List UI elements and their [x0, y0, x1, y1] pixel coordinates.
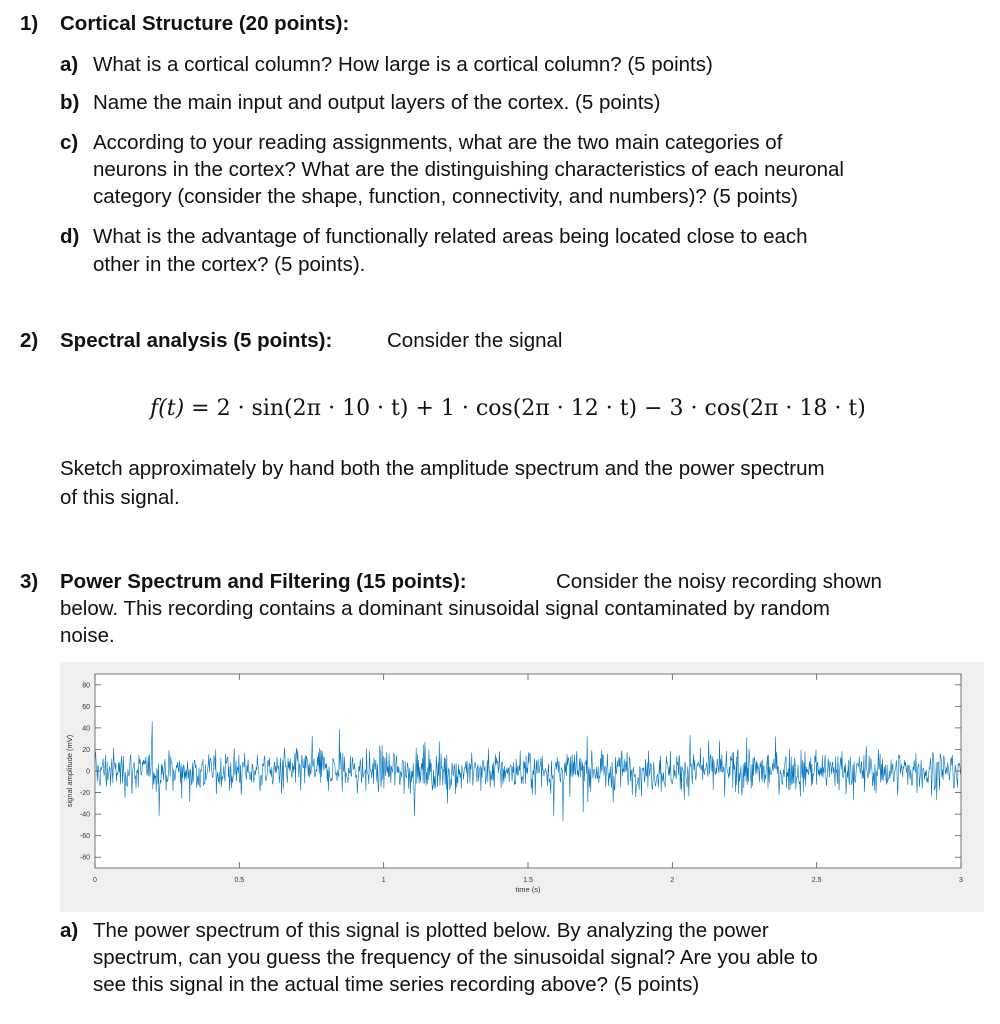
q3-intro-first: Consider the noisy recording shown — [556, 570, 882, 593]
y-tick-label: 40 — [82, 725, 90, 733]
q2-formula — [150, 396, 866, 421]
y-tick-label: 0 — [86, 768, 90, 776]
q3-title: Power Spectrum and Filtering (15 points): — [60, 570, 467, 593]
signal-plot-panel — [60, 662, 984, 912]
q3-intro-line3: noise. — [60, 624, 115, 647]
q1-number: 1) — [20, 12, 39, 35]
q2-body-line1: Sketch approximately by hand both the amplitude spectrum and the power spectrum — [60, 457, 825, 480]
q3a-line1: The power spectrum of this signal is plotted below. By analyzing the power — [93, 919, 769, 942]
q3a-line2: spectrum, can you guess the frequency of the sinusoidal signal? Are you able to — [93, 946, 818, 969]
q1a-label: a) — [60, 53, 79, 76]
q3-intro-line2: below. This recording contains a dominant sinusoidal signal contaminated by random — [60, 597, 830, 620]
q2-intro: Consider the signal — [387, 329, 563, 352]
q1c-line2: neurons in the cortex? What are the distinguishing characteristics of each neuronal — [93, 158, 844, 181]
x-axis-label: time (s) — [515, 885, 541, 894]
x-tick-label: 1 — [381, 877, 386, 884]
formula-lhs: f(t) — [150, 396, 185, 421]
x-tick-label: 3 — [959, 877, 963, 884]
x-tick-label: 0.5 — [234, 877, 245, 884]
q3a-label: a) — [60, 919, 79, 942]
y-tick-label: -40 — [79, 811, 90, 819]
q1c-line3: category (consider the shape, function, connectivity, and numbers)? (5 points) — [93, 185, 798, 208]
q2-title: Spectral analysis (5 points): — [60, 329, 333, 352]
y-tick-label: 20 — [82, 746, 90, 754]
q3-number: 3) — [20, 570, 39, 593]
q1d-line1: What is the advantage of functionally related areas being located close to each — [93, 225, 808, 248]
y-tick-label: -60 — [79, 833, 90, 841]
y-tick-label: 80 — [82, 682, 90, 690]
formula-rhs: = 2 · sin(2π · 10 · t) + 1 · cos(2π · 12 · t) − 3 · cos(2π · 18 · t) — [191, 396, 866, 421]
x-tick-label: 2 — [670, 877, 675, 884]
x-tick-label: 1.5 — [523, 877, 533, 884]
q3a-line3: see this signal in the actual time series recording above? (5 points) — [93, 973, 700, 996]
y-axis-label: signal amplitude (mV) — [65, 734, 74, 808]
x-tick-label: 0 — [93, 877, 97, 884]
signal-plot — [60, 662, 984, 912]
x-tick-label: 2.5 — [811, 877, 822, 884]
y-tick-label: -80 — [79, 854, 90, 862]
q2-body-line2: of this signal. — [60, 486, 180, 509]
q1d-line2: other in the cortex? (5 points). — [93, 253, 366, 276]
q1a-text: What is a cortical column? How large is a cortical column? (5 points) — [93, 53, 713, 76]
q1b-label: b) — [60, 91, 80, 114]
q1c-line1: According to your reading assignments, what are the two main categories of — [93, 131, 783, 154]
q2-number: 2) — [20, 329, 39, 352]
q1c-label: c) — [60, 131, 79, 154]
y-tick-label: 60 — [82, 703, 90, 711]
y-tick-label: -20 — [79, 790, 90, 798]
q1d-label: d) — [60, 225, 80, 248]
q1-title: Cortical Structure (20 points): — [60, 12, 350, 35]
q1b-text: Name the main input and output layers of the cortex. (5 points) — [93, 91, 661, 114]
